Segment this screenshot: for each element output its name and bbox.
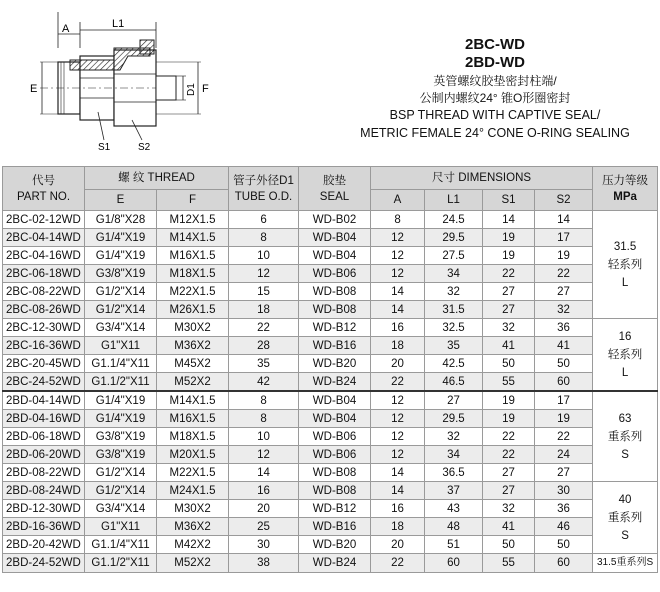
- cell-part-no: 2BD-04-14WD: [3, 391, 85, 410]
- dim-s2-label: S2: [138, 142, 151, 153]
- dim-f-label: F: [202, 83, 209, 95]
- cell-thread-f: M16X1.5: [157, 410, 229, 428]
- cell-thread-e: G1/4"X19: [85, 229, 157, 247]
- cell-thread-f: M20X1.5: [157, 446, 229, 464]
- cell-seal: WD-B08: [299, 464, 371, 482]
- cell-dim-s1: 32: [483, 319, 535, 337]
- cell-seal: WD-B24: [299, 554, 371, 573]
- table-row: [3, 518, 658, 536]
- cell-dim-a: 18: [371, 518, 425, 536]
- cell-thread-e: G1/4"X19: [85, 391, 157, 410]
- cell-dim-a: 22: [371, 373, 425, 392]
- cell-dim-s1: 41: [483, 337, 535, 355]
- cell-thread-f: M22X1.5: [157, 283, 229, 301]
- cell-part-no: 2BC-20-45WD: [3, 355, 85, 373]
- cell-dim-l1: 48: [425, 518, 483, 536]
- cell-dim-s2: 14: [535, 211, 593, 229]
- cell-thread-e: G1/2"X14: [85, 301, 157, 319]
- cell-dim-l1: 36.5: [425, 464, 483, 482]
- cell-thread-e: G3/8"X19: [85, 265, 157, 283]
- header-seal: 胶垫 SEAL: [299, 167, 371, 211]
- cell-thread-f: M52X2: [157, 373, 229, 392]
- cell-thread-f: M36X2: [157, 337, 229, 355]
- cell-seal: WD-B20: [299, 355, 371, 373]
- cell-thread-e: G1.1/4"X11: [85, 355, 157, 373]
- cell-seal: WD-B04: [299, 391, 371, 410]
- cell-thread-e: G3/8"X19: [85, 428, 157, 446]
- cell-dim-s1: 41: [483, 518, 535, 536]
- spec-table: [2, 166, 658, 573]
- cell-seal: WD-B04: [299, 247, 371, 265]
- cell-part-no: 2BD-04-16WD: [3, 410, 85, 428]
- cell-seal: WD-B16: [299, 337, 371, 355]
- description-cn-2: 公制内螺纹24° 锥O形圈密封: [419, 91, 571, 105]
- cell-dim-s1: 19: [483, 410, 535, 428]
- cell-thread-f: M12X1.5: [157, 211, 229, 229]
- pressure-grade-line: L: [621, 366, 629, 379]
- pressure-grade-line: S: [621, 529, 629, 542]
- cell-part-no: 2BD-06-18WD: [3, 428, 85, 446]
- cell-part-no: 2BD-12-30WD: [3, 500, 85, 518]
- table-row: [3, 482, 658, 500]
- cell-dim-l1: 34: [425, 265, 483, 283]
- table-row: [3, 536, 658, 554]
- cell-dim-s1: 50: [483, 355, 535, 373]
- cell-thread-f: M14X1.5: [157, 229, 229, 247]
- pressure-grade-line: 重系列: [607, 430, 643, 443]
- cell-thread-e: G1/2"X14: [85, 482, 157, 500]
- cell-dim-s2: 30: [535, 482, 593, 500]
- cell-dim-s1: 32: [483, 500, 535, 518]
- cell-dim-a: 16: [371, 319, 425, 337]
- cell-tube-od: 12: [229, 446, 299, 464]
- cell-thread-f: M52X2: [157, 554, 229, 573]
- cell-part-no: 2BD-08-24WD: [3, 482, 85, 500]
- cell-dim-l1: 34: [425, 446, 483, 464]
- cell-seal: WD-B20: [299, 536, 371, 554]
- cell-seal: WD-B08: [299, 283, 371, 301]
- header-dim-s2: S2: [535, 190, 593, 211]
- cell-thread-f: M16X1.5: [157, 247, 229, 265]
- fitting-cross-section-diagram: [0, 0, 330, 165]
- cell-seal: WD-B24: [299, 373, 371, 392]
- dim-l1-label: L1: [112, 18, 125, 30]
- cell-tube-od: 10: [229, 247, 299, 265]
- cell-seal: WD-B12: [299, 500, 371, 518]
- cell-tube-od: 8: [229, 229, 299, 247]
- cell-dim-s1: 27: [483, 464, 535, 482]
- cell-dim-s1: 14: [483, 211, 535, 229]
- cell-tube-od: 42: [229, 373, 299, 392]
- cell-dim-a: 14: [371, 283, 425, 301]
- pressure-grade-line: S: [621, 448, 629, 461]
- cell-dim-s2: 19: [535, 410, 593, 428]
- table-row: [3, 337, 658, 355]
- cell-thread-f: M30X2: [157, 500, 229, 518]
- cell-tube-od: 30: [229, 536, 299, 554]
- cell-dim-a: 14: [371, 482, 425, 500]
- table-row: [3, 410, 658, 428]
- cell-dim-a: 14: [371, 301, 425, 319]
- header-thread-e: E: [85, 190, 157, 211]
- cell-part-no: 2BC-02-12WD: [3, 211, 85, 229]
- pressure-grade-line: 40: [618, 493, 632, 506]
- cell-dim-l1: 37: [425, 482, 483, 500]
- cell-thread-e: G3/4"X14: [85, 319, 157, 337]
- cell-tube-od: 16: [229, 482, 299, 500]
- header-dim-a: A: [371, 190, 425, 211]
- cell-thread-e: G1/4"X19: [85, 410, 157, 428]
- table-row: [3, 464, 658, 482]
- pressure-grade-line: 63: [618, 412, 632, 425]
- cell-seal: WD-B08: [299, 301, 371, 319]
- cell-dim-s2: 60: [535, 373, 593, 392]
- table-row: [3, 500, 658, 518]
- cell-part-no: 2BD-16-36WD: [3, 518, 85, 536]
- pressure-grade-line: 16: [618, 330, 632, 343]
- cell-thread-e: G1.1/2"X11: [85, 373, 157, 392]
- dim-s1-label: S1: [98, 142, 111, 153]
- cell-tube-od: 20: [229, 500, 299, 518]
- cell-tube-od: 35: [229, 355, 299, 373]
- cell-dim-l1: 60: [425, 554, 483, 573]
- table-row: [3, 554, 658, 573]
- cell-dim-s2: 17: [535, 229, 593, 247]
- cell-dim-s2: 19: [535, 247, 593, 265]
- cell-part-no: 2BC-16-36WD: [3, 337, 85, 355]
- product-titles: [330, 36, 660, 142]
- cell-part-no: 2BC-04-14WD: [3, 229, 85, 247]
- cell-tube-od: 10: [229, 428, 299, 446]
- pressure-grade-line: 31.5重系列S: [596, 557, 654, 568]
- cell-dim-s2: 36: [535, 319, 593, 337]
- cell-seal: WD-B02: [299, 211, 371, 229]
- cell-dim-s2: 27: [535, 283, 593, 301]
- pressure-grade-line: 轻系列: [607, 258, 643, 271]
- cell-seal: WD-B06: [299, 428, 371, 446]
- cell-seal: WD-B04: [299, 410, 371, 428]
- cell-thread-e: G1"X11: [85, 518, 157, 536]
- table-row: [3, 355, 658, 373]
- cell-thread-f: M42X2: [157, 536, 229, 554]
- cell-thread-e: G1/8"X28: [85, 211, 157, 229]
- table-header: [3, 167, 658, 211]
- cell-dim-l1: 31.5: [425, 301, 483, 319]
- cell-seal: WD-B06: [299, 265, 371, 283]
- cell-dim-a: 18: [371, 337, 425, 355]
- fitting-drawing: [0, 0, 330, 165]
- cell-dim-s1: 55: [483, 554, 535, 573]
- dim-d1-label: D1: [186, 83, 197, 96]
- cell-dim-a: 22: [371, 554, 425, 573]
- cell-dim-s1: 50: [483, 536, 535, 554]
- cell-part-no: 2BC-08-22WD: [3, 283, 85, 301]
- pressure-grade-line: 31.5: [613, 240, 637, 253]
- cell-thread-e: G1.1/2"X11: [85, 554, 157, 573]
- cell-part-no: 2BD-24-52WD: [3, 554, 85, 573]
- table-row: [3, 319, 658, 337]
- cell-dim-a: 12: [371, 247, 425, 265]
- cell-dim-a: 12: [371, 428, 425, 446]
- cell-thread-f: M18X1.5: [157, 428, 229, 446]
- description-cn-1: 英管螺纹胶垫密封柱端/: [433, 74, 557, 88]
- cell-dim-a: 8: [371, 211, 425, 229]
- cell-tube-od: 8: [229, 391, 299, 410]
- cell-dim-s2: 50: [535, 355, 593, 373]
- pressure-grade: [593, 391, 658, 482]
- cell-dim-l1: 32: [425, 283, 483, 301]
- table-row: [3, 265, 658, 283]
- table-body: [3, 211, 658, 573]
- cell-dim-l1: 24.5: [425, 211, 483, 229]
- cell-dim-l1: 27.5: [425, 247, 483, 265]
- cell-dim-s2: 27: [535, 464, 593, 482]
- pressure-grade-line: 重系列: [607, 511, 643, 524]
- cell-dim-s1: 22: [483, 265, 535, 283]
- cell-thread-f: M45X2: [157, 355, 229, 373]
- cell-dim-s2: 60: [535, 554, 593, 573]
- cell-dim-l1: 27: [425, 391, 483, 410]
- cell-tube-od: 18: [229, 301, 299, 319]
- cell-thread-f: M30X2: [157, 319, 229, 337]
- cell-thread-e: G3/8"X19: [85, 446, 157, 464]
- table-row: [3, 229, 658, 247]
- table-row: [3, 391, 658, 410]
- cell-dim-s1: 19: [483, 391, 535, 410]
- cell-dim-s2: 50: [535, 536, 593, 554]
- cell-dim-s2: 41: [535, 337, 593, 355]
- cell-tube-od: 12: [229, 265, 299, 283]
- cell-part-no: 2BC-04-16WD: [3, 247, 85, 265]
- cell-dim-s1: 55: [483, 373, 535, 392]
- pressure-grade: [593, 319, 658, 392]
- cell-seal: WD-B16: [299, 518, 371, 536]
- cell-thread-e: G1.1/4"X11: [85, 536, 157, 554]
- table-row: [3, 211, 658, 229]
- cell-dim-s1: 22: [483, 428, 535, 446]
- cell-dim-a: 12: [371, 446, 425, 464]
- cell-thread-f: M22X1.5: [157, 464, 229, 482]
- cell-dim-s1: 19: [483, 247, 535, 265]
- cell-thread-f: M24X1.5: [157, 482, 229, 500]
- cell-dim-l1: 32.5: [425, 319, 483, 337]
- cell-tube-od: 25: [229, 518, 299, 536]
- pressure-grade: [593, 482, 658, 554]
- cell-seal: WD-B06: [299, 446, 371, 464]
- header-thread: 螺 纹 THREAD: [85, 167, 229, 190]
- description-en-1: BSP THREAD WITH CAPTIVE SEAL/: [389, 108, 601, 122]
- cell-dim-l1: 35: [425, 337, 483, 355]
- cell-part-no: 2BD-20-42WD: [3, 536, 85, 554]
- cell-dim-a: 12: [371, 410, 425, 428]
- table-row: [3, 373, 658, 392]
- cell-part-no: 2BC-24-52WD: [3, 373, 85, 392]
- cell-dim-l1: 43: [425, 500, 483, 518]
- cell-dim-s2: 17: [535, 391, 593, 410]
- cell-thread-e: G1/2"X14: [85, 464, 157, 482]
- cell-dim-s2: 32: [535, 301, 593, 319]
- table-row: [3, 428, 658, 446]
- dim-a-label: A: [62, 23, 70, 35]
- cell-dim-s2: 36: [535, 500, 593, 518]
- cell-dim-s2: 46: [535, 518, 593, 536]
- cell-dim-s2: 22: [535, 265, 593, 283]
- cell-tube-od: 14: [229, 464, 299, 482]
- cell-part-no: 2BC-08-26WD: [3, 301, 85, 319]
- cell-dim-a: 20: [371, 355, 425, 373]
- model-title-2: 2BD-WD: [465, 54, 525, 71]
- table-row: [3, 247, 658, 265]
- cell-tube-od: 6: [229, 211, 299, 229]
- cell-dim-a: 12: [371, 229, 425, 247]
- pressure-grade: [593, 211, 658, 319]
- cell-thread-e: G1"X11: [85, 337, 157, 355]
- cell-part-no: 2BC-06-18WD: [3, 265, 85, 283]
- cell-seal: WD-B04: [299, 229, 371, 247]
- cell-dim-s1: 19: [483, 229, 535, 247]
- cell-thread-e: G1/4"X19: [85, 247, 157, 265]
- pressure-grade-line: L: [621, 276, 629, 289]
- header-dim-l1: L1: [425, 190, 483, 211]
- cell-dim-a: 12: [371, 265, 425, 283]
- cell-dim-l1: 46.5: [425, 373, 483, 392]
- header-dim-s1: S1: [483, 190, 535, 211]
- header-tube-od: 管子外径D1 TUBE O.D.: [229, 167, 299, 211]
- cell-dim-l1: 42.5: [425, 355, 483, 373]
- table-row: [3, 446, 658, 464]
- cell-seal: WD-B08: [299, 482, 371, 500]
- cell-tube-od: 22: [229, 319, 299, 337]
- pressure-grade-line: 轻系列: [607, 348, 643, 361]
- cell-dim-l1: 51: [425, 536, 483, 554]
- cell-dim-l1: 32: [425, 428, 483, 446]
- pressure-grade: [593, 554, 658, 573]
- header-dimensions: 尺寸 DIMENSIONS: [371, 167, 593, 190]
- cell-dim-a: 14: [371, 464, 425, 482]
- cell-thread-f: M18X1.5: [157, 265, 229, 283]
- header-pressure: 压力等级 MPa: [593, 167, 658, 211]
- table-row: [3, 283, 658, 301]
- cell-thread-e: G1/2"X14: [85, 283, 157, 301]
- cell-tube-od: 15: [229, 283, 299, 301]
- cell-dim-l1: 29.5: [425, 410, 483, 428]
- cell-tube-od: 38: [229, 554, 299, 573]
- model-title-1: 2BC-WD: [465, 36, 525, 53]
- cell-thread-e: G3/4"X14: [85, 500, 157, 518]
- cell-dim-a: 12: [371, 391, 425, 410]
- header-part-no: 代号 PART NO.: [3, 167, 85, 211]
- cell-tube-od: 8: [229, 410, 299, 428]
- cell-dim-s2: 24: [535, 446, 593, 464]
- cell-dim-s1: 27: [483, 301, 535, 319]
- cell-part-no: 2BD-08-22WD: [3, 464, 85, 482]
- cell-dim-s2: 22: [535, 428, 593, 446]
- cell-dim-l1: 29.5: [425, 229, 483, 247]
- cell-dim-a: 20: [371, 536, 425, 554]
- description-en-2: METRIC FEMALE 24° CONE O-RING SEALING: [360, 126, 630, 140]
- cell-thread-f: M14X1.5: [157, 391, 229, 410]
- dim-e-label: E: [30, 83, 38, 95]
- table-row: [3, 301, 658, 319]
- cell-dim-s1: 27: [483, 482, 535, 500]
- cell-dim-s1: 27: [483, 283, 535, 301]
- cell-thread-f: M26X1.5: [157, 301, 229, 319]
- cell-thread-f: M36X2: [157, 518, 229, 536]
- cell-tube-od: 28: [229, 337, 299, 355]
- cell-part-no: 2BD-06-20WD: [3, 446, 85, 464]
- cell-dim-a: 16: [371, 500, 425, 518]
- header-thread-f: F: [157, 190, 229, 211]
- cell-part-no: 2BC-12-30WD: [3, 319, 85, 337]
- cell-dim-s1: 22: [483, 446, 535, 464]
- cell-seal: WD-B12: [299, 319, 371, 337]
